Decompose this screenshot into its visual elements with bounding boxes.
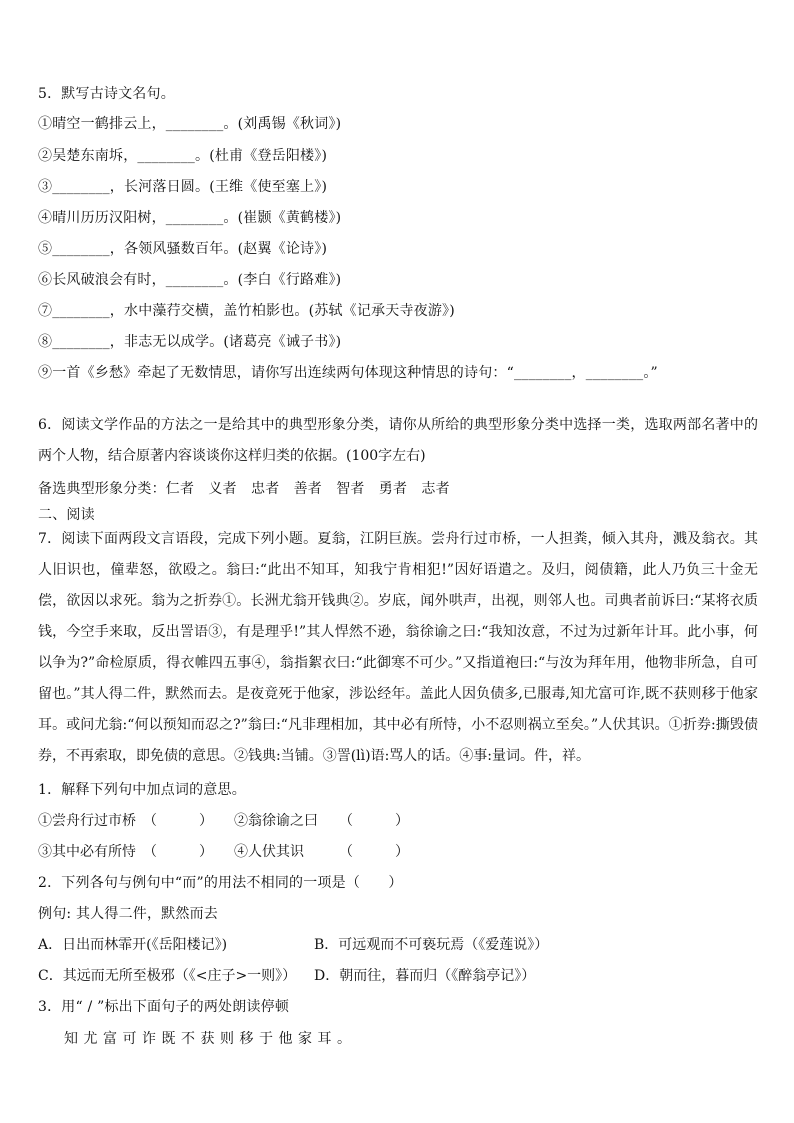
sub3-sentence: 知尤富可诈既不获则移于他家耳。	[64, 1031, 357, 1047]
section-heading-reading: 二、阅读	[38, 507, 95, 523]
sub1-item-1: ①尝舟行过市桥 （ ）	[38, 813, 213, 829]
sub1-item-4: ④人伏其识 （ ）	[234, 844, 409, 860]
sub2-option-a: A．日出而林霏开(《岳阳楼记》)	[38, 937, 228, 953]
sub3-title: 3．用“ / ”标出下面句子的两处朗读停顿	[38, 999, 290, 1015]
sub1-item-2: ②翁徐谕之曰 （ ）	[234, 813, 409, 829]
sub2-example: 例句: 其人得二件，默然而去	[38, 906, 218, 922]
sub2-title: 2．下列各句与例句中“而”的用法不相同的一项是（ ）	[38, 875, 403, 891]
sub2-option-b: B．可远观而不可亵玩焉（《爱莲说》）	[314, 937, 549, 953]
q5-item-5: ⑤________，各领风骚数百年。(赵翼《论诗》)	[38, 241, 328, 257]
q5-item-4: ④晴川历历汉阳树，________。(崔颢《黄鹤楼》)	[38, 210, 342, 226]
q7-passage: 7．阅读下面两段文言语段，完成下列小题。夏翁，江阴巨族。尝舟行过市桥，一人担粪，倾入其舟，溅及翁衣。其人旧识也，僮辈怒，欲殴之。翁曰:“此出不知耳，知我宁肯相犯!”因好语遣之。及归，阅债籍，此人乃负三十金无偿，欲因以求死。翁为之折券①。长洲尤翁开钱典②。岁底，闻外哄声，出视，则邻人也。司典者前诉曰:“某将衣质钱，今空手来取，反出詈语③，有是理乎!”其人悍然不逊，翁徐谕之曰:“我知汝意，不过为过新年计耳。此小事，何以争为?”命检原质，得衣帷四五事④，翁指絮衣曰:“此御寒不可少。”又指道袍曰:“与汝为拜年用，他物非所急，自可留也。”其人得二件，默然而去。是夜竟死于他家，涉讼经年。盖此人因负债多,已服毒,知尤富可诈,既不获则移于他家耳。或问尤翁:“何以预知而忍之?”翁曰:“凡非理相加，其中必有所恃，小不忍则祸立至矣。”人伏其识。①折券:撕毁债券，不再索取，即免债的意思。②钱典:当铺。③詈(lì)语:骂人的话。④事:量词。件，祥。	[38, 531, 758, 764]
q5-item-3: ③________，长河落日圆。(王维《使至塞上》)	[38, 179, 328, 195]
q6-question: 6．阅读文学作品的方法之一是给其中的典型形象分类，请你从所给的典型形象分类中选择一类，选取两部名著中的两个人物，结合原著内容谈谈你这样归类的依据。(100字左右)	[38, 417, 758, 464]
sub1-item-3: ③其中必有所恃 （ ）	[38, 844, 213, 860]
sub1-title: 1．解释下列句中加点词的意思。	[38, 782, 246, 798]
q5-item-6: ⑥长风破浪会有时，________。(李白《行路难》)	[38, 272, 342, 288]
q5-item-1: ①晴空一鹤排云上，________。(刘禹锡《秋词》)	[38, 116, 342, 132]
q6-options: 备选典型形象分类：仁者 义者 忠者 善者 智者 勇者 志者	[38, 481, 450, 497]
q5-item-2: ②吴楚东南坼，________。(杜甫《登岳阳楼》)	[38, 148, 328, 164]
sub2-option-c: C．其远而无所至极邪（《<庄子>一则》）	[38, 968, 297, 984]
q5-title: 5．默写古诗文名句。	[38, 86, 175, 102]
sub2-option-d: D．朝而往，暮而归（《醉翁亭记》）	[314, 968, 536, 984]
q5-item-7: ⑦________，水中藻荇交横，盖竹柏影也。(苏轼《记承天寺夜游》)	[38, 303, 455, 319]
q5-item-8: ⑧________，非志无以成学。(诸葛亮《诫子书》)	[38, 334, 342, 350]
q5-item-9: ⑨一首《乡愁》牵起了无数情思，请你写出连续两句体现这种情思的诗句：“________，________。”	[38, 365, 658, 381]
